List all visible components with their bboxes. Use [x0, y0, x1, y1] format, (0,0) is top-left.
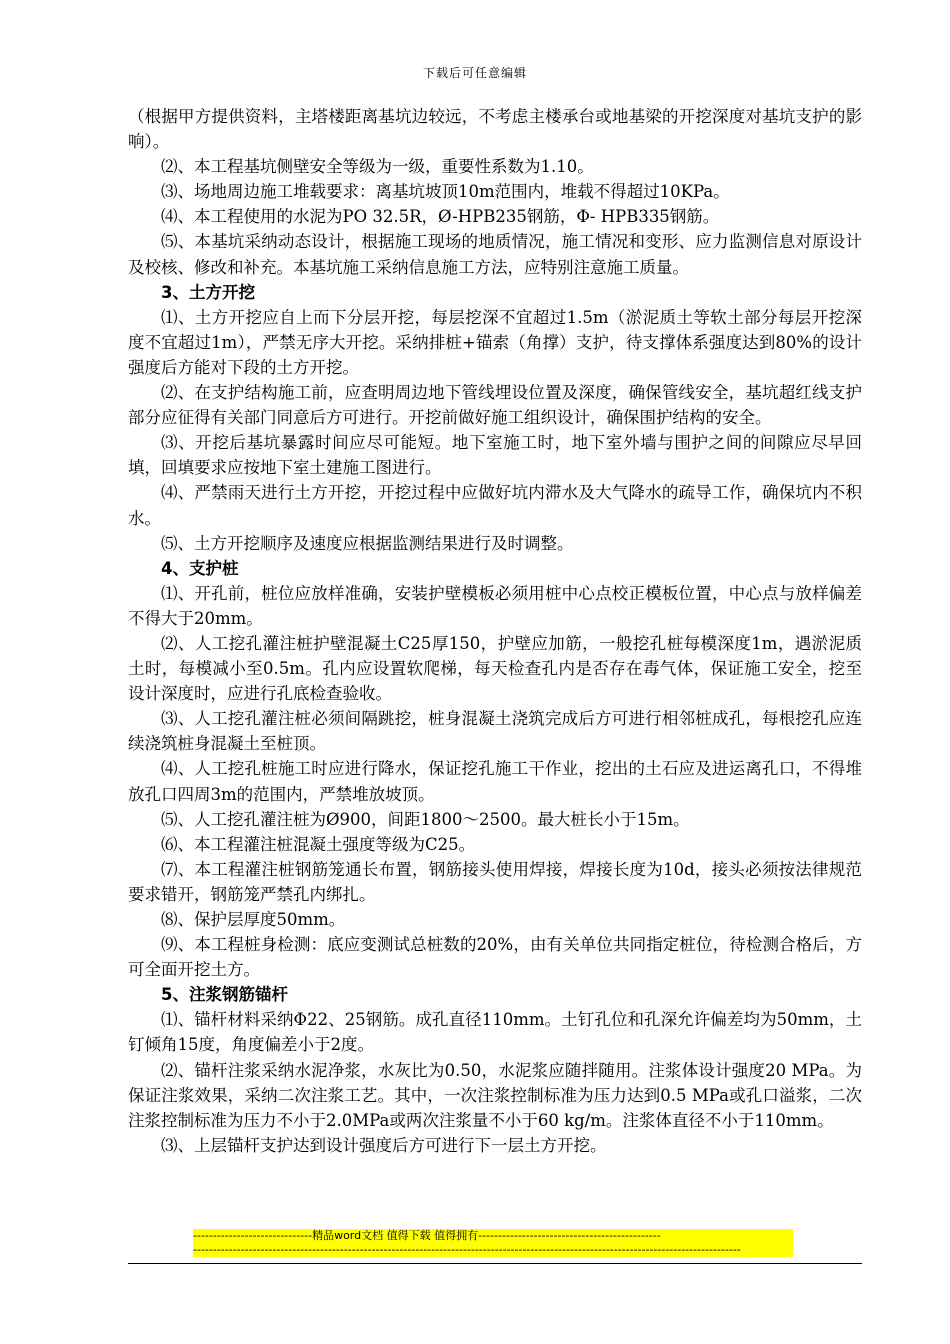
- paragraph: ⑴、土方开挖应自上而下分层开挖，每层挖深不宜超过1.5m（淤泥质土等软土部分每层开挖深度不宜超过1m），严禁无序大开挖。采纳排桩+锚索（角撑）支护，待支撑体系强度达到80%的设计强度后方能对下段的土方开挖。: [128, 307, 862, 377]
- paragraph: ⑸、本基坑采纳动态设计，根据施工现场的地质情况，施工情况和变形、应力监测信息对原设计及校核、修改和补充。本基坑施工采纳信息施工方法，应特别注意施工质量。: [128, 232, 862, 277]
- paragraph: ⑶、人工挖孔灌注桩必须间隔跳挖，桩身混凝土浇筑完成后方可进行相邻桩成孔，每根挖孔应连续浇筑桩身混凝土至桩顶。: [128, 709, 862, 754]
- paragraph: ⑸、人工挖孔灌注桩为Ø900，间距1800～2500。最大桩长小于15m。: [161, 809, 690, 829]
- paragraph: （根据甲方提供资料，主塔楼距离基坑边较远，不考虑主楼承台或地基梁的开挖深度对基坑支护的影响）。: [128, 107, 862, 152]
- section-heading: 3、土方开挖: [161, 282, 255, 302]
- paragraph: ⑶、场地周边施工堆载要求：离基坑坡顶10m范围内，堆载不得超过10KPa。: [161, 182, 730, 202]
- paragraph: ⑻、保护层厚度50mm。: [161, 910, 346, 929]
- page-header: 下载后可任意编辑: [422, 66, 527, 80]
- paragraph: ⑴、锚杆材料采纳Φ22、25钢筋。成孔直径110mm。土钉孔位和孔深允许偏差均为50mm，土钉倾角15度，角度偏差小于2度。: [128, 1010, 862, 1055]
- paragraph: ⑷、人工挖孔桩施工时应进行降水，保证挖孔施工干作业，挖出的土石应及进运离孔口，不得堆放孔口四周3m的范围内，严禁堆放坡顶。: [128, 759, 862, 804]
- paragraph: ⑸、土方开挖顺序及速度应根据监测结果进行及时调整。: [161, 533, 574, 553]
- paragraph: ⑵、人工挖孔灌注桩护壁混凝土C25厚150，护壁应加筋，一般挖孔桩每模深度1m，遇淤泥质土时，每模减小至0.5m。孔内应设置软爬梯，每天检查孔内是否存在毒气体，保证施工安全，挖至设计深度时，应进行孔底检查验收。: [128, 633, 862, 704]
- footer-rule: [128, 1263, 862, 1264]
- paragraph: ⑶、上层锚杆支护达到设计强度后方可进行下一层土方开挖。: [161, 1135, 607, 1155]
- paragraph: ⑵、本工程基坑侧壁安全等级为一级，重要性系数为1.10。: [161, 157, 594, 177]
- section-heading: 4、支护桩: [161, 558, 239, 578]
- paragraph: ⑶、开挖后基坑暴露时间应尽可能短。地下室施工时，地下室外墙与围护之间的间隙应尽早回填，回填要求应按地下室土建施工图进行。: [128, 433, 862, 478]
- paragraph: ⑺、本工程灌注桩钢筋笼通长布置，钢筋接头使用焊接，焊接长度为10d，接头必须按法律规范要求错开，钢筋笼严禁孔内绑扎。: [128, 859, 862, 904]
- section-heading: 5、注浆钢筋锚杆: [161, 985, 288, 1005]
- paragraph: ⑵、在支护结构施工前，应查明周边地下管线埋设位置及深度，确保管线安全，基坑超红线支护部分应征得有关部门同意后方可进行。开挖前做好施工组织设计，确保围护结构的安全。: [128, 383, 862, 428]
- footer-banner-line-1: ------------------------------精品word文档 值得下载 值得拥有----------------------------------------------: [193, 1229, 661, 1242]
- footer-banner-line-2: ------------------------------------------------------------------------------------------------------------------------------------------: [193, 1243, 741, 1256]
- document-body: [128, 104, 862, 1158]
- paragraph: ⑼、本工程桩身检测：底应变测试总桩数的20%，由有关单位共同指定桩位，待检测合格后，方可全面开挖土方。: [128, 935, 862, 980]
- paragraph: ⑷、本工程使用的水泥为PO 32.5R，Ø-HPB235钢筋，Φ- HPB335钢筋。: [161, 207, 720, 227]
- footer-banner: [193, 1229, 793, 1257]
- paragraph: ⑴、开孔前，桩位应放样准确，安装护壁模板必须用桩中心点校正模板位置，中心点与放样偏差不得大于20mm。: [128, 583, 862, 628]
- paragraph: ⑵、锚杆注浆采纳水泥净浆，水灰比为0.50，水泥浆应随拌随用。注浆体设计强度20 MPa。为保证注浆效果，采纳二次注浆工艺。其中，一次注浆控制标准为压力达到0.5 MPa或孔口溢浆，二次注浆控制标准为压力不小于2.0MPa或两次注浆量不小于60 kg/m。注浆体直径不小于110mm。: [128, 1060, 862, 1130]
- paragraph: ⑷、严禁雨天进行土方开挖，开挖过程中应做好坑内滞水及大气降水的疏导工作，确保坑内不积水。: [128, 483, 862, 528]
- paragraph: ⑹、本工程灌注桩混凝土强度等级为C25。: [161, 834, 476, 854]
